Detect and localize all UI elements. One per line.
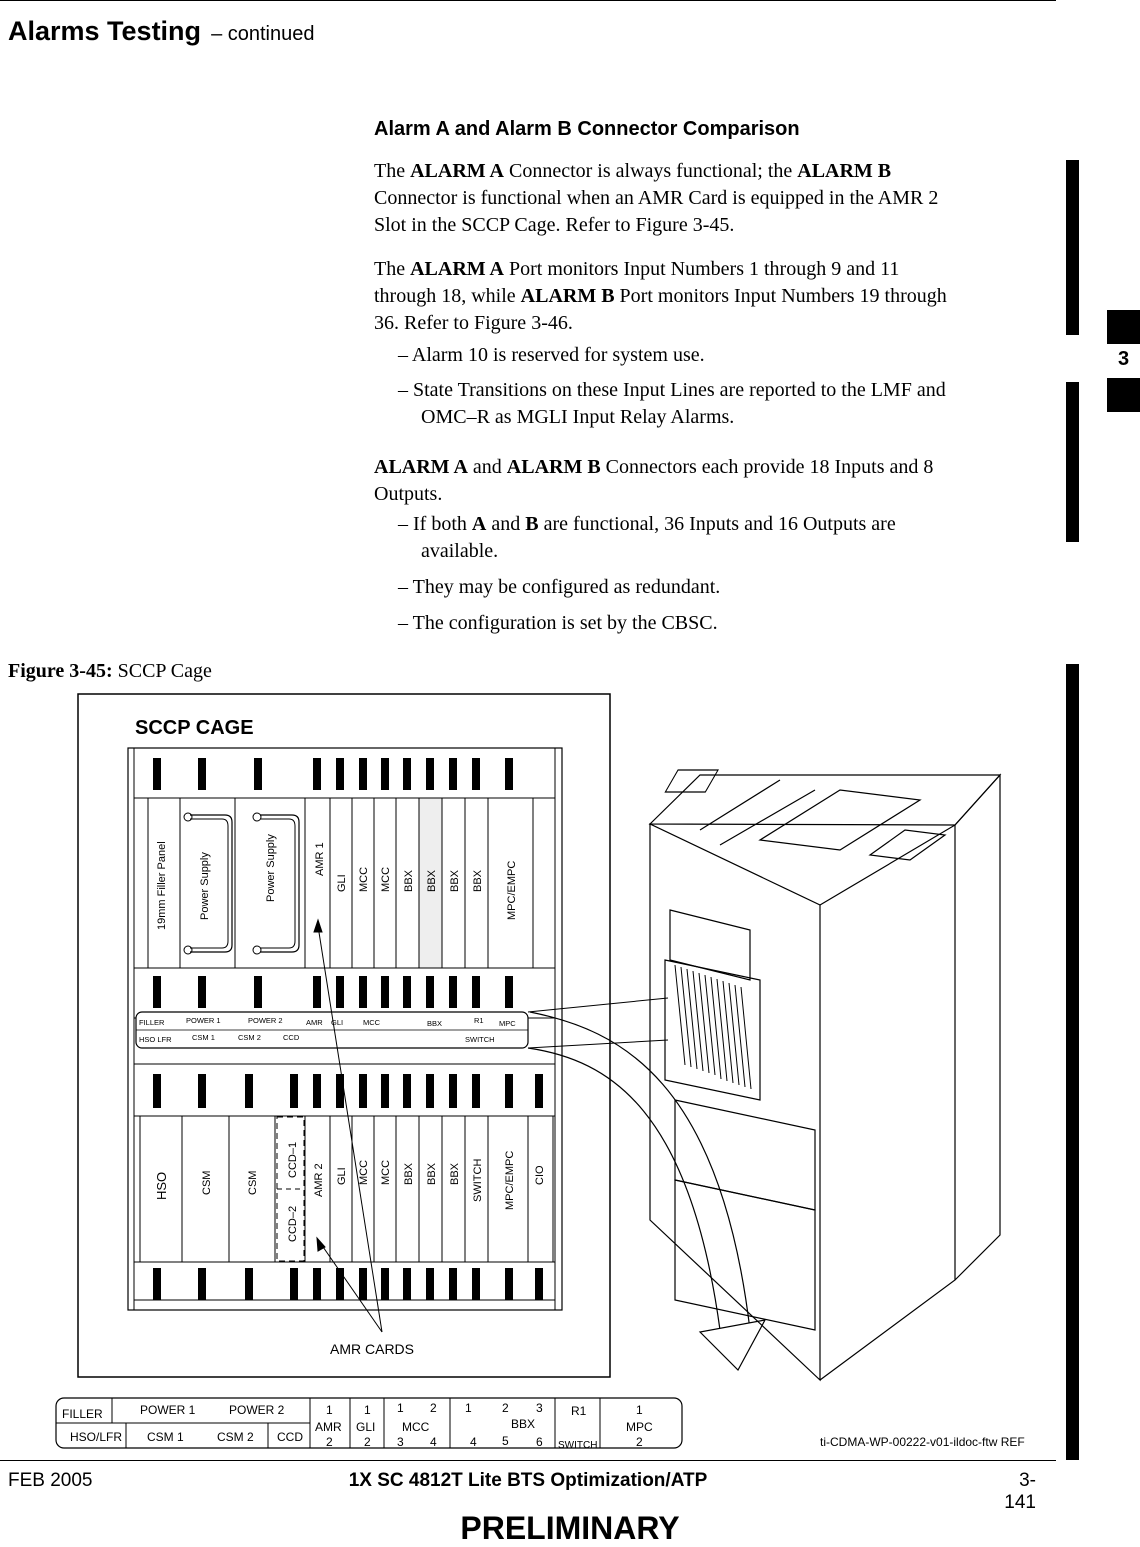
bullet-list-2: – If both A and B are functional, 36 Inputs and 16 Outputs are available. – They may be configured as redundant. – The configuration is set by the CBSC. [398,513,896,634]
svg-text:AMR 1: AMR 1 [314,842,326,876]
svg-text:POWER 2: POWER 2 [229,1403,285,1417]
svg-text:SWITCH: SWITCH [465,1035,495,1044]
svg-text:BBX: BBX [426,869,438,892]
svg-text:BBX: BBX [426,1162,438,1185]
change-bar [1066,160,1079,335]
svg-text:MCC: MCC [402,1420,430,1434]
svg-text:MPC/EMPC: MPC/EMPC [504,1150,516,1210]
svg-text:1: 1 [364,1403,371,1417]
svg-text:POWER 1: POWER 1 [140,1403,196,1417]
svg-text:CCD: CCD [277,1430,303,1444]
svg-text:GLI: GLI [331,1018,344,1027]
svg-text:MCC: MCC [358,1159,370,1185]
cage-title: SCCP CAGE [135,717,254,739]
svg-text:CSM 1: CSM 1 [147,1430,184,1444]
svg-text:BBX: BBX [449,1162,461,1185]
svg-text:HSO/LFR: HSO/LFR [70,1430,123,1444]
cabinet-illustration [650,770,1000,1380]
svg-text:CCD–2: CCD–2 [287,1205,299,1242]
svg-text:1: 1 [326,1403,333,1417]
svg-text:4: 4 [430,1435,437,1449]
svg-text:BBX: BBX [511,1417,536,1431]
svg-text:GLI: GLI [336,874,348,892]
svg-text:1: 1 [465,1401,472,1415]
svg-text:3: 3 [397,1435,404,1449]
svg-text:19mm Filler Panel: 19mm Filler Panel [156,841,168,930]
footer-date: FEB 2005 [8,1470,93,1491]
svg-text:SWITCH: SWITCH [558,1440,598,1451]
svg-text:2: 2 [364,1435,371,1449]
svg-text:BBX: BBX [472,869,484,892]
svg-text:2: 2 [636,1435,643,1449]
change-bar [1066,382,1079,542]
cabinet-card-lines [675,965,751,1089]
amr-cards-label: AMR CARDS [330,1341,415,1357]
footer-page-number: 3-141 [1004,1470,1036,1513]
svg-text:BBX: BBX [427,1019,443,1028]
svg-text:BBX: BBX [403,869,415,892]
svg-text:3: 3 [536,1401,543,1415]
svg-text:CSM 2: CSM 2 [238,1033,261,1042]
svg-text:MPC/EMPC: MPC/EMPC [506,860,518,920]
svg-text:GLI: GLI [356,1420,376,1434]
svg-text:AMR 2: AMR 2 [313,1163,325,1197]
bottom-card-labels [154,1142,546,1242]
svg-text:2: 2 [430,1401,437,1415]
paragraph-1: The ALARM A Connector is always functional; the ALARM B Connector is functional when an AMR Card is equipped in the AMR 2 Slot in the SCCP Cage. Refer to Figure 3-45. [374,160,939,236]
svg-text:GLI: GLI [336,1167,348,1185]
amr-pointer-arrows [314,920,382,1332]
svg-text:CSM: CSM [247,1170,259,1195]
svg-text:FILLER: FILLER [62,1407,103,1421]
bullet-list-1: – Alarm 10 is reserved for system use. – State Transitions on these Input Lines are reported to the LMF and OMC–R as MGLI Input Relay Alarms. [398,344,946,428]
svg-text:CSM 1: CSM 1 [192,1033,215,1042]
svg-text:R1: R1 [474,1016,484,1025]
svg-text:5: 5 [502,1434,509,1448]
top-card-labels [156,834,518,930]
svg-text:MPC: MPC [499,1019,516,1028]
svg-text:MCC: MCC [358,866,370,892]
footer-rule [0,1460,1056,1461]
svg-text:2: 2 [326,1435,333,1449]
paragraph-3: ALARM A and ALARM B Connectors each provide 18 Inputs and 8 Outputs. [374,456,934,505]
page-title: Alarms Testing – continued [8,16,315,46]
svg-text:CSM: CSM [201,1170,213,1195]
svg-text:Power Supply: Power Supply [199,852,211,920]
footer-title: 1X SC 4812T Lite BTS Optimization/ATP [348,1470,708,1491]
svg-text:1: 1 [636,1403,643,1417]
svg-text:1: 1 [397,1401,404,1415]
svg-text:MCC: MCC [380,1159,392,1185]
svg-text:CCD–1: CCD–1 [287,1141,299,1178]
svg-text:MCC: MCC [363,1018,381,1027]
svg-text:BBX: BBX [449,869,461,892]
svg-text:MCC: MCC [380,866,392,892]
preliminary-mark: PRELIMINARY [460,1510,680,1546]
svg-text:HSO LFR: HSO LFR [139,1035,172,1044]
chapter-tab-label: 3 [1117,348,1130,370]
svg-text:MPC: MPC [626,1420,653,1434]
svg-text:6: 6 [536,1435,543,1449]
svg-text:R1: R1 [571,1404,587,1418]
svg-text:BBX: BBX [403,1162,415,1185]
svg-text:CSM 2: CSM 2 [217,1430,254,1444]
svg-text:Power Supply: Power Supply [265,834,277,902]
svg-text:4: 4 [470,1435,477,1449]
section-title: Alarm A and Alarm B Connector Comparison [374,118,800,140]
svg-text:CIO: CIO [534,1165,546,1185]
figure-caption: Figure 3-45: SCCP Cage [8,660,212,682]
svg-text:POWER 2: POWER 2 [248,1016,283,1025]
sccp-cage-figure [0,680,1140,1460]
header-rule [0,0,1056,1]
svg-text:2: 2 [502,1401,509,1415]
svg-text:AMR: AMR [315,1420,342,1434]
paragraph-2: The ALARM A Port monitors Input Numbers 1 through 9 and 11 through 18, while ALARM B Port monitors Input Numbers 19 through 36. Refer to Figure 3-46. [374,258,947,334]
svg-text:FILLER: FILLER [139,1018,165,1027]
figure-ref: ti-CDMA-WP-00222-v01-ildoc-ftw REF [820,1435,1025,1449]
chapter-tab-block [1107,378,1140,412]
svg-text:HSO: HSO [154,1171,169,1200]
chapter-tab-block [1107,310,1140,344]
svg-text:CCD: CCD [283,1033,300,1042]
svg-text:SWITCH: SWITCH [472,1158,484,1202]
svg-text:POWER 1: POWER 1 [186,1016,221,1025]
svg-text:AMR: AMR [306,1018,323,1027]
